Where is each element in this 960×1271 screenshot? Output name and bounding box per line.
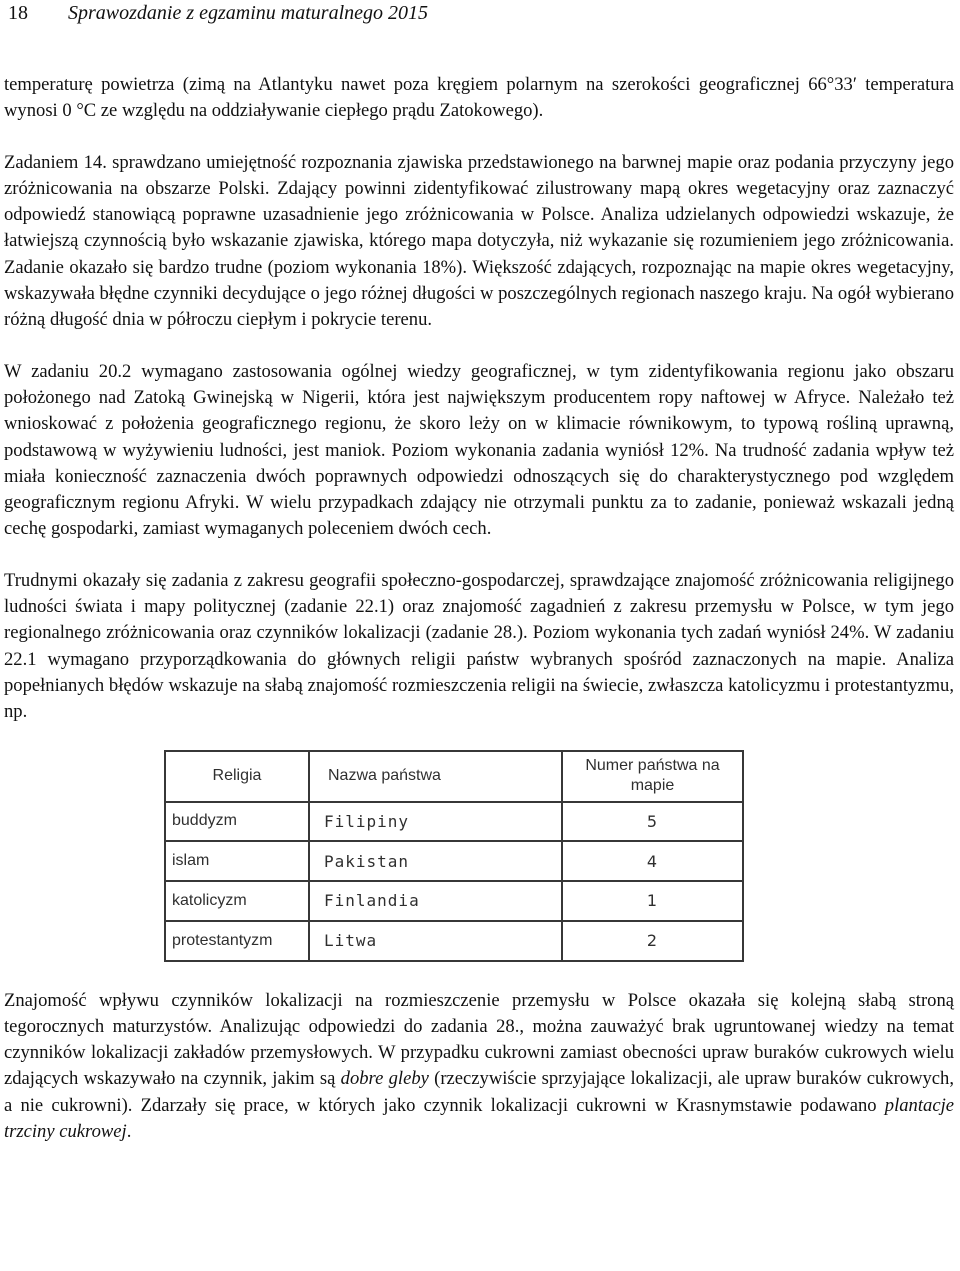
paragraph-5-text-b: (rzeczywiście sprzyjające lokalizacji, ale upraw buraków cukrowych, a nie cukrowni). Zdarzały się prace, w których jako czynnik lokalizacji cukrowni w Krasnymstawie podawano — [4, 1068, 955, 1116]
paragraph-1: temperaturę powietrza (zimą na Atlantyku nawet poza kręgiem polarnym na szerokości geograficznej 66°33′ temperatura wynosi 0 °C ze względu na oddziaływanie ciepłego prądu Zatokowego). — [4, 74, 954, 122]
paragraph-5-text-c: . — [126, 1121, 132, 1143]
handwritten-country: Litwa — [309, 921, 562, 961]
column-header-country: Nazwa państwa — [309, 751, 562, 802]
handwritten-number: 1 — [562, 881, 743, 921]
table-row — [165, 802, 743, 842]
column-header-religion: Religia — [165, 751, 309, 802]
paragraph-5-italic-b: plantacje trzciny cukrowej — [4, 1094, 954, 1143]
paragraph-2: Zadaniem 14. sprawdzano umiejętność rozpoznania zjawiska przedstawionego na barwnej mapie oraz podania przyczyny jego zróżnicowania na obszarze Polski. Zdający powinni zidentyfikować zilustrowany mapą okres wegetacyjny oraz zaznaczyć odpowiedź stanowiącą poprawne uzasadnienie jego zróżnicowania w Polsce. Analiza udzielanych odpowiedzi wskazuje, że łatwiejszą czynnością było wskazanie zjawiska, którego mapa dotyczyła, niż wykazanie się rozumieniem jego zróżnicowania. Zadanie okazało się bardzo trudne (poziom wykonania 18%). Większość zdających, rozpoznając na mapie okres wegetacyjny, wskazywała błędne czynniki decydujące o jego różnej długości w poszczególnych regionach naszego kraju. Na ogół wybierano różną długość dnia w półroczu ciepłym i pokrycie terenu. — [4, 151, 954, 331]
handwritten-country: Finlandia — [309, 881, 562, 921]
column-header-number: Numer państwa na mapie — [562, 751, 743, 802]
religion-cell: katolicyzm — [165, 881, 309, 921]
paragraph-5-italic-a: dobre gleby — [340, 1068, 429, 1090]
handwritten-number: 2 — [562, 921, 743, 961]
religion-cell: islam — [165, 841, 309, 881]
handwritten-number: 5 — [562, 802, 743, 842]
handwritten-number: 4 — [562, 841, 743, 881]
running-title: Sprawozdanie z egzaminu maturalnego 2015 — [68, 2, 428, 24]
page-header — [4, 0, 954, 30]
religion-cell: buddyzm — [165, 802, 309, 842]
document-body — [4, 72, 954, 1170]
handwritten-country: Pakistan — [309, 841, 562, 881]
table-row — [165, 881, 743, 921]
table-row — [165, 921, 743, 961]
paragraph-3: W zadaniu 20.2 wymagano zastosowania ogólnej wiedzy geograficznej, w tym zidentyfikowania regionu jako obszaru położonego nad Zatoką Gwinejską w Nigerii, która jest największym producentem ropy naftowej w Afryce. Należało też wnioskować z położenia geograficznego regionu, że skoro leży on w klimacie równikowym, to typową rośliną uprawną, podstawową w wyżywieniu ludności, jest maniok. Poziom wykonania zadania wyniósł 12%. Na trudność zadania wpływ też miała konieczność zaznaczenia dwóch poprawnych odpowiedzi odnoszących się do charakterystycznego pod względem geograficznym regionu Afryki. W wielu przypadkach zdający nie otrzymali punktu za to zadanie, ponieważ wskazali jedną cechę gospodarki, zamiast wymaganych poleceniem dwóch cech. — [4, 360, 954, 540]
paragraph-5-text-a: Znajomość wpływu czynników lokalizacji na rozmieszczenie przemysłu w Polsce okazała się kolejną słabą stroną tegorocznych maturzystów. Analizując odpowiedzi do zadania 28., można zauważyć brak ugruntowanej wiedzy na temat czynników lokalizacji zakładów przemysłowych. W przypadku cukrowni zamiast obecności upraw buraków cukrowych wielu zdających wskazywało na czynnik, jakim są — [4, 989, 954, 1090]
page-number: 18 — [8, 2, 28, 24]
table-header-row — [165, 751, 743, 802]
handwritten-country: Filipiny — [309, 802, 562, 842]
table-row — [165, 841, 743, 881]
scanned-answer-table — [164, 750, 744, 962]
answer-table — [164, 750, 744, 962]
religion-cell: protestantyzm — [165, 921, 309, 961]
paragraph-5 — [4, 988, 954, 1146]
paragraph-4: Trudnymi okazały się zadania z zakresu geografii społeczno-gospodarczej, sprawdzające znajomość zróżnicowania religijnego ludności świata i mapy politycznej (zadanie 22.1) oraz znajomość zagadnień z zakresu przemysłu w Polsce, w tym jego regionalnego zróżnicowania oraz czynników lokalizacji (zadanie 28.). Poziom wykonania tych zadań wyniósł 24%. W zadaniu 22.1 wymagano przyporządkowania do głównych religii państw wybranych spośród zaznaczonych na mapie. Analiza popełnianych błędów wskazuje na słabą znajomość rozmieszczenia religii na świecie, zwłaszcza katolicyzmu i protestantyzmu, np. — [4, 569, 954, 723]
